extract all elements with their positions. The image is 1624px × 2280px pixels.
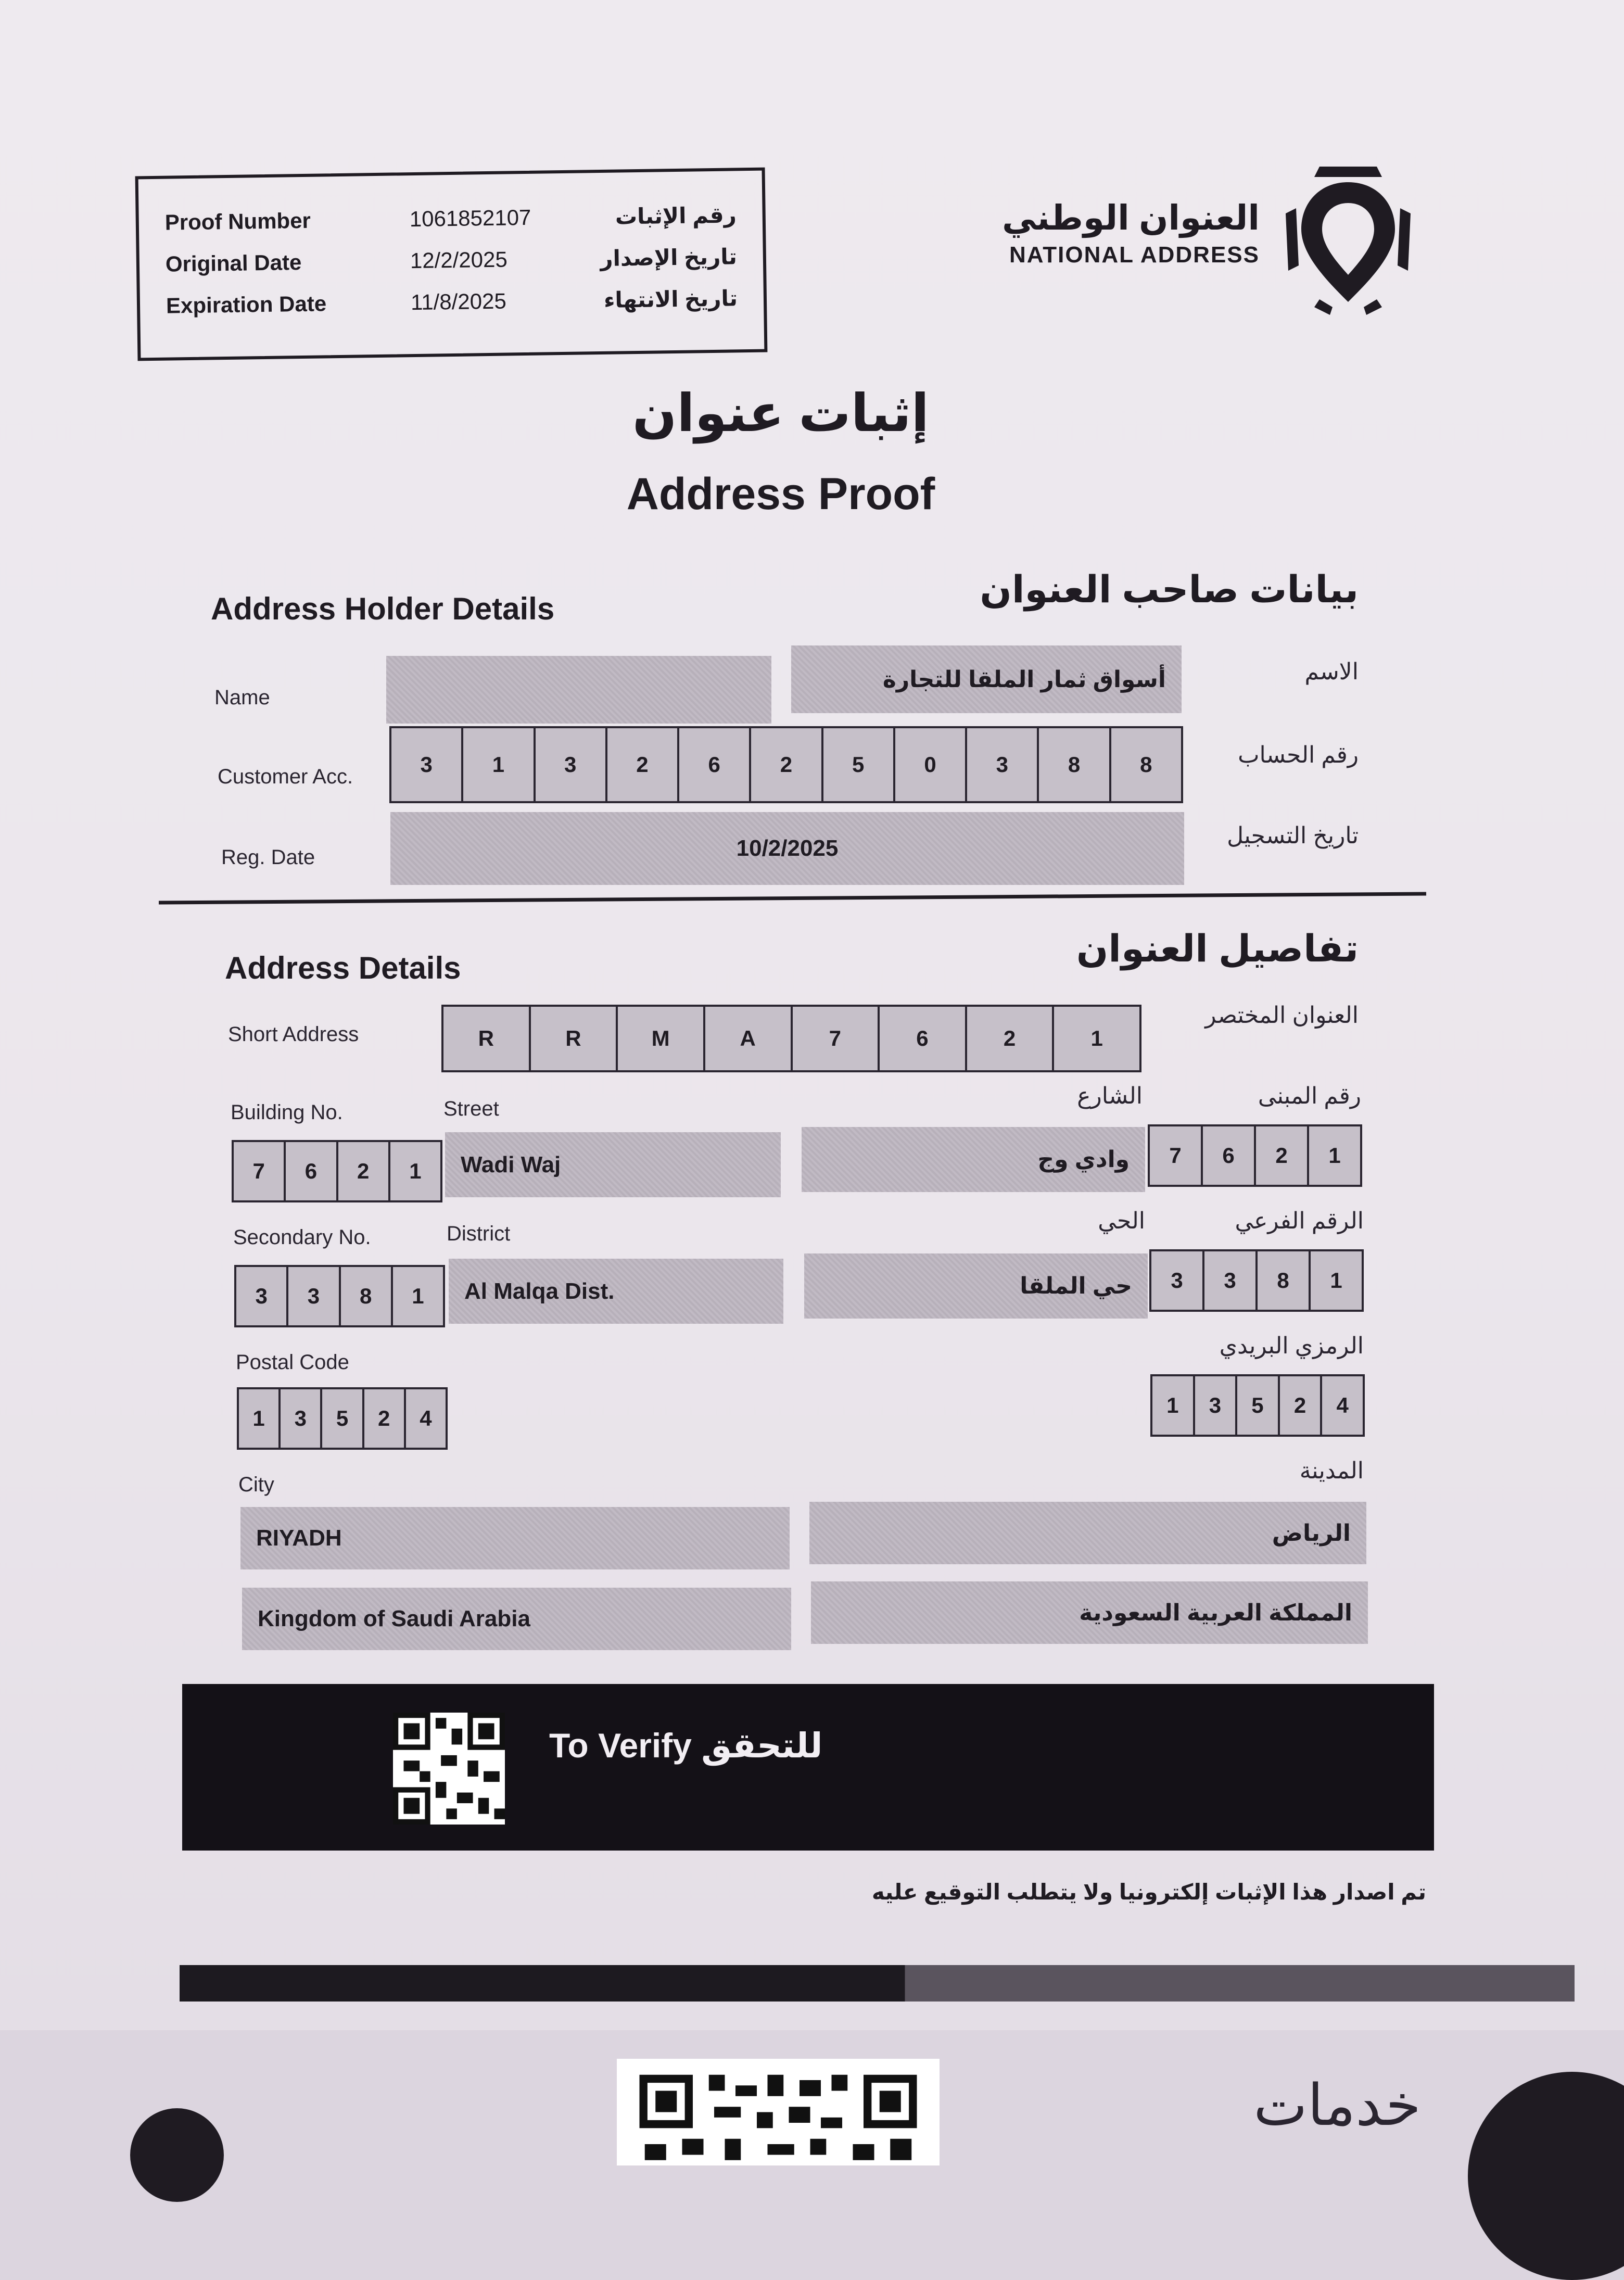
building-digit: 6 — [286, 1142, 338, 1200]
secondary-digit: 8 — [341, 1267, 393, 1325]
proof-number-label-ar: رقم الإثبات — [615, 202, 737, 229]
address-heading-ar: تفاصيل العنوان — [1076, 928, 1359, 970]
postal-code-cells-en — [237, 1387, 448, 1450]
district-field-en: Al Malqa Dist. — [449, 1259, 783, 1324]
short-address-char: R — [531, 1007, 618, 1070]
postal-digit: 3 — [281, 1389, 322, 1448]
logo-text-en: NATIONAL ADDRESS — [1009, 242, 1260, 268]
reg-date-label: Reg. Date — [221, 846, 315, 869]
proof-number-value: 1061852107 — [409, 205, 531, 232]
secondary-digit-ar: 3 — [1204, 1251, 1258, 1310]
title-ar: إثبات عنوان — [632, 384, 929, 442]
building-digit-ar: 6 — [1203, 1126, 1256, 1185]
building-digit-ar: 2 — [1256, 1126, 1309, 1185]
footer-qr-code[interactable] — [617, 2059, 940, 2165]
postal-digit-ar: 5 — [1237, 1376, 1280, 1435]
reg-date-label-ar: تاريخ التسجيل — [1227, 823, 1359, 848]
address-heading-en: Address Details — [225, 951, 461, 985]
expiration-date-value: 11/8/2025 — [410, 288, 507, 315]
street-field-ar: وادي وج — [802, 1127, 1145, 1192]
logo-text-ar: العنوان الوطني — [1002, 198, 1260, 237]
reg-date-field: 10/2/2025 — [390, 812, 1184, 885]
country-field-ar: المملكة العربية السعودية — [811, 1581, 1368, 1644]
building-number-cells-en — [232, 1140, 442, 1202]
account-label-ar: رقم الحساب — [1238, 742, 1359, 768]
national-address-logo-icon — [1270, 151, 1426, 318]
secondary-digit-ar: 8 — [1258, 1251, 1311, 1310]
expiration-date-label-ar: تاريخ الانتهاء — [603, 286, 738, 312]
short-address-char: 7 — [793, 1007, 880, 1070]
city-field-ar: الرياض — [809, 1502, 1366, 1564]
electronic-issue-notice: تم اصدار هذا الإثبات إلكترونيا ولا يتطلب التوقيع عليه — [871, 1880, 1426, 1904]
district-label: District — [447, 1222, 511, 1245]
postal-digit-ar: 3 — [1195, 1376, 1238, 1435]
secondary-digit-ar: 1 — [1330, 1268, 1342, 1293]
account-label: Customer Acc. — [218, 765, 353, 788]
city-label-ar: المدينة — [1299, 1458, 1364, 1484]
short-address-char: 6 — [880, 1007, 967, 1070]
secondary-number-cells-en — [234, 1265, 445, 1327]
expiration-date-row — [139, 275, 764, 325]
building-digit: 7 — [234, 1142, 286, 1200]
account-digit: 6 — [679, 728, 751, 801]
name-label: Name — [214, 686, 270, 709]
building-label: Building No. — [231, 1101, 343, 1124]
street-field-en: Wadi Waj — [445, 1132, 781, 1197]
account-digit: 3 — [391, 728, 463, 801]
holder-heading-ar: بيانات صاحب العنوان — [980, 569, 1359, 611]
short-address-char: 1 — [1090, 1026, 1103, 1050]
services-logo-text-ar: خدمات — [1253, 2073, 1421, 2137]
short-address-label: Short Address — [228, 1023, 359, 1046]
city-label: City — [238, 1473, 274, 1496]
secondary-label-ar: الرقم الفرعي — [1235, 1208, 1364, 1234]
proof-info-box — [135, 168, 768, 361]
city-field-en: RIYADH — [240, 1507, 790, 1569]
account-digit: 8 — [1140, 752, 1152, 777]
account-digit: 3 — [536, 728, 607, 801]
postal-digit-ar: 1 — [1152, 1376, 1195, 1435]
building-digit-ar: 1 — [1328, 1143, 1341, 1168]
building-digit: 1 — [409, 1159, 422, 1183]
emblem-icon — [130, 2108, 224, 2202]
secondary-digit: 3 — [236, 1267, 288, 1325]
account-digit: 2 — [751, 728, 823, 801]
account-digit: 2 — [607, 728, 679, 801]
footer-bar — [180, 1965, 1575, 2002]
building-number-cells-ar — [1148, 1124, 1362, 1187]
section-divider — [159, 892, 1426, 905]
building-digit-ar: 7 — [1150, 1126, 1203, 1185]
short-address-label-ar: العنوان المختصر — [1205, 1003, 1359, 1028]
building-digit: 2 — [338, 1142, 390, 1200]
secondary-digit: 1 — [412, 1284, 424, 1308]
ministry-logo-icon — [1468, 2072, 1624, 2280]
secondary-digit-ar: 3 — [1151, 1251, 1204, 1310]
postal-code-label-ar: الرمزي البريدي — [1219, 1333, 1364, 1359]
street-label: Street — [443, 1097, 499, 1120]
short-address-char: A — [705, 1007, 793, 1070]
original-date-label-ar: تاريخ الإصدار — [600, 244, 738, 271]
postal-digit: 1 — [239, 1389, 281, 1448]
postal-digit-ar: 4 — [1336, 1393, 1349, 1417]
title-en: Address Proof — [626, 469, 935, 519]
holder-heading-en: Address Holder Details — [211, 591, 555, 626]
country-field-en: Kingdom of Saudi Arabia — [242, 1588, 791, 1650]
secondary-label: Secondary No. — [233, 1226, 371, 1249]
postal-digit: 4 — [420, 1406, 432, 1430]
original-date-label: Original Date — [165, 250, 302, 276]
verify-band — [182, 1684, 1434, 1851]
original-date-value: 12/2/2025 — [410, 247, 508, 273]
account-digit: 8 — [1039, 728, 1111, 801]
account-digit: 1 — [463, 728, 535, 801]
account-digit: 0 — [895, 728, 967, 801]
postal-code-cells-ar — [1150, 1374, 1365, 1437]
account-digit: 5 — [823, 728, 895, 801]
postal-digit: 5 — [322, 1389, 364, 1448]
postal-digit-ar: 2 — [1280, 1376, 1323, 1435]
verify-qr-code[interactable] — [393, 1713, 505, 1825]
district-field-ar: حي الملقا — [804, 1253, 1148, 1319]
short-address-char: M — [618, 1007, 705, 1070]
account-digit: 3 — [967, 728, 1039, 801]
secondary-number-cells-ar — [1149, 1249, 1364, 1312]
street-label-ar: الشارع — [1077, 1083, 1143, 1109]
short-address-char: R — [443, 1007, 531, 1070]
name-label-ar: الاسم — [1304, 659, 1359, 685]
name-field-ar: أسواق ثمار الملقا للتجارة — [791, 645, 1182, 713]
postal-code-label: Postal Code — [236, 1351, 349, 1374]
secondary-digit: 3 — [288, 1267, 340, 1325]
proof-number-label: Proof Number — [164, 208, 311, 235]
building-label-ar: رقم المبنى — [1258, 1083, 1361, 1109]
postal-digit: 2 — [364, 1389, 406, 1448]
district-label-ar: الحي — [1098, 1208, 1145, 1234]
expiration-date-label: Expiration Date — [166, 291, 327, 318]
account-number-cells — [389, 726, 1183, 803]
short-address-char: 2 — [967, 1007, 1055, 1070]
name-field-en — [386, 656, 771, 724]
verify-text: To Verify للتحقق — [549, 1726, 823, 1765]
short-address-cells — [441, 1005, 1141, 1072]
